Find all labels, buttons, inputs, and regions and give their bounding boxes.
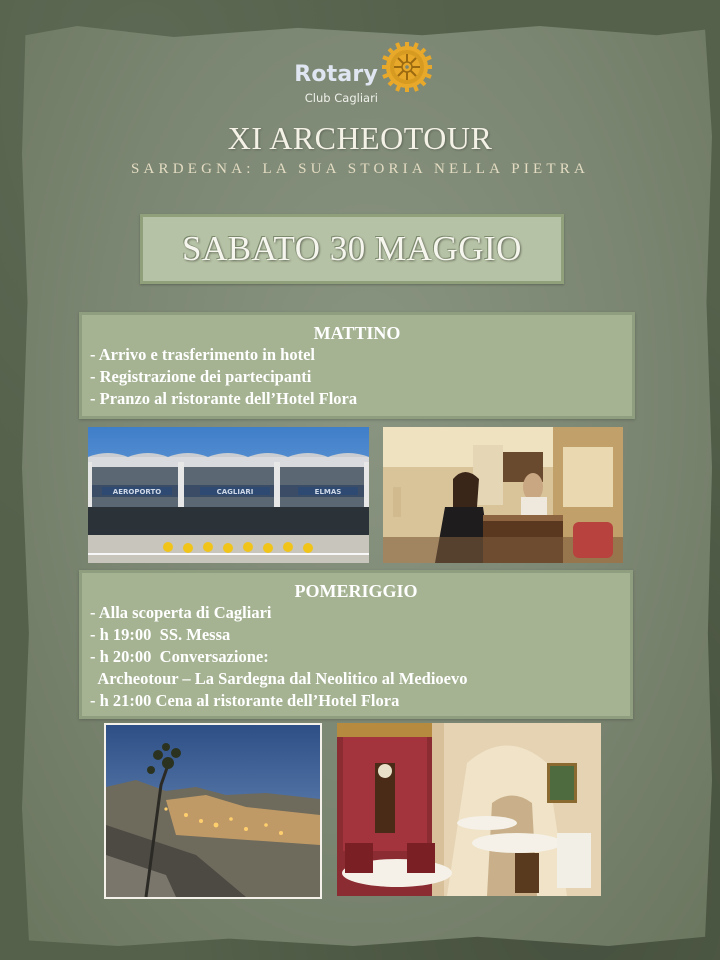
morning-item: - Pranzo al ristorante dell’Hotel Flora — [90, 389, 358, 408]
event-date: SABATO 30 MAGGIO — [182, 229, 522, 268]
morning-panel — [79, 312, 635, 419]
afternoon-panel — [79, 570, 633, 719]
cagliari-panorama-photo — [104, 723, 322, 899]
date-banner — [140, 214, 564, 284]
hotel-restaurant-photo — [337, 723, 601, 896]
rotary-wheel-icon — [382, 42, 432, 92]
afternoon-item: - h 21:00 Cena al ristorante dell’Hotel Flora — [90, 691, 400, 710]
rotary-logo — [286, 40, 436, 110]
event-title: XI ARCHEOTOUR — [227, 120, 493, 156]
airport-photo — [88, 427, 369, 563]
morning-heading: MATTINO — [313, 323, 401, 343]
airport-sign-left: AEROPORTO — [112, 488, 162, 496]
afternoon-item: Archeotour – La Sardegna dal Neolitico al Medioevo — [90, 669, 468, 688]
airport-sign-center: CAGLIARI — [216, 488, 254, 496]
morning-item: - Registrazione dei partecipanti — [90, 367, 312, 386]
logo-club-name: Club Cagliari — [304, 91, 378, 105]
event-subtitle: SARDEGNA: LA SUA STORIA NELLA PIETRA — [130, 161, 590, 177]
afternoon-item: - Alla scoperta di Cagliari — [90, 603, 272, 622]
afternoon-item: - h 20:00 Conversazione: — [90, 647, 269, 666]
logo-brand: Rotary — [294, 62, 378, 87]
morning-item: - Arrivo e trasferimento in hotel — [90, 345, 315, 364]
afternoon-item: - h 19:00 SS. Messa — [90, 625, 231, 644]
afternoon-heading: POMERIGGIO — [294, 581, 418, 601]
airport-sign-right: ELMAS — [314, 488, 342, 496]
hotel-reception-photo — [383, 427, 623, 563]
